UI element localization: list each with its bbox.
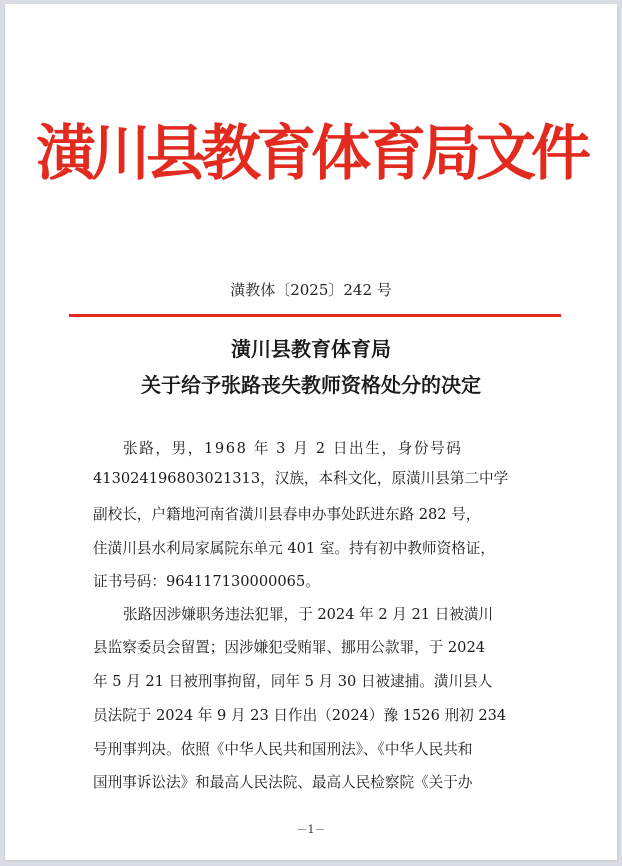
- body-text-line: 张路，男，1968 年 3 月 2 日出生，身份号码: [123, 440, 463, 457]
- document-number: 潢教体〔2025〕242 号: [230, 281, 392, 299]
- body-text-line: 年 5 月 21 日被刑事拘留，同年 5 月 30 日被逮捕。潢川县人: [93, 673, 493, 690]
- body-text-line: 住潢川县水利局家属院东单元 401 室。持有初中教师资格证，: [93, 540, 495, 557]
- body-text-line: 证书号码：964117130000065。: [93, 573, 320, 590]
- body-text-line: 号刑事判决。依照《中华人民共和国刑法》、《中华人民共和: [93, 741, 473, 758]
- red-divider-line: [69, 314, 561, 317]
- body-text-line: 县监察委员会留置；因涉嫌犯受贿罪、挪用公款罪，于 2024: [93, 639, 486, 656]
- page-number: －1－: [296, 823, 326, 836]
- org-header-title: 潢川县教育体育局文件: [36, 119, 586, 189]
- document-page: [4, 4, 617, 860]
- decision-title-line1: 潢川县教育体育局: [231, 337, 391, 361]
- body-text-line: 副校长，户籍地河南省潢川县春申办事处跃进东路 282 号，: [93, 506, 481, 523]
- body-text-line: 张路因涉嫌职务违法犯罪，于 2024 年 2 月 21 日被潢川: [123, 606, 494, 623]
- body-text-line: 413024196803021313，汉族，本科文化，原潢川县第二中学: [93, 470, 509, 487]
- decision-title-line2: 关于给予张路丧失教师资格处分的决定: [141, 373, 481, 397]
- body-text-line: 员法院于 2024 年 9 月 23 日作出（2024）豫 1526 刑初 234: [93, 707, 507, 724]
- body-text-line: 国刑事诉讼法》和最高人民法院、最高人民检察院《关于办: [93, 774, 473, 791]
